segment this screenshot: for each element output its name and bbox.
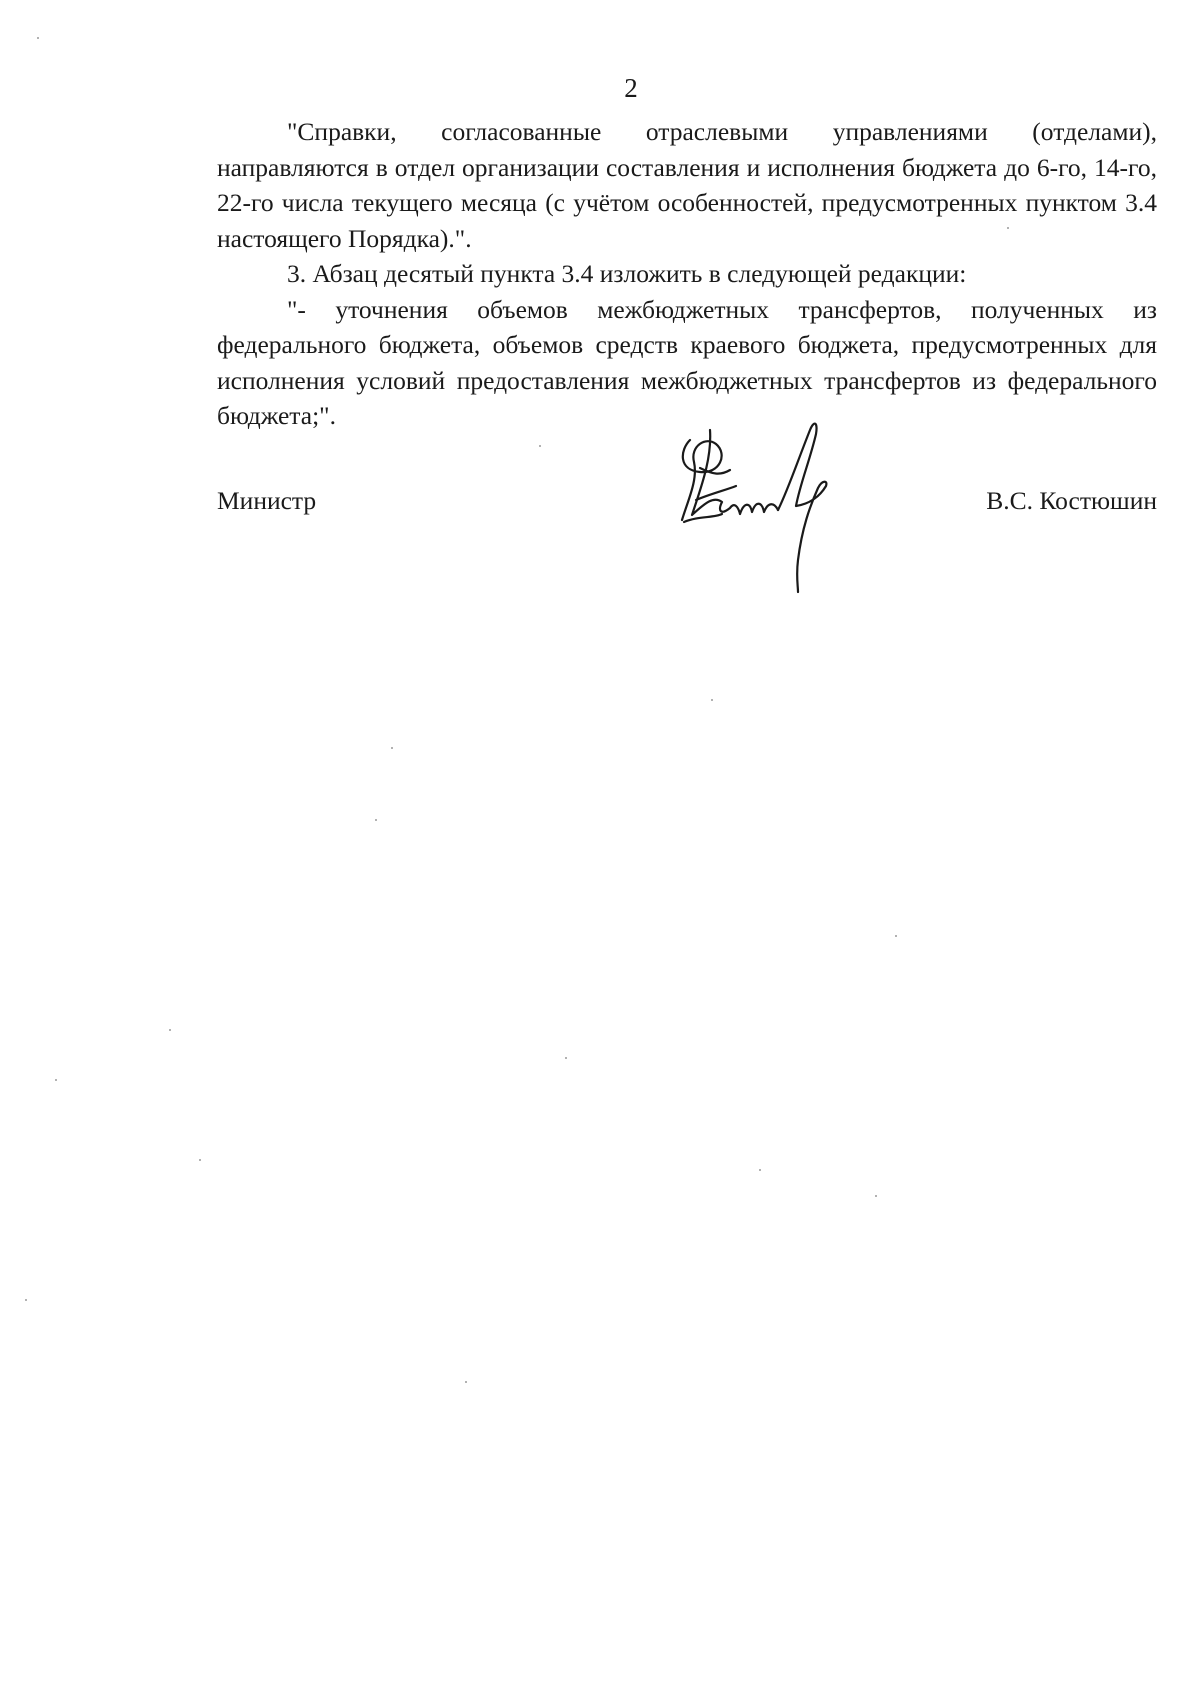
- signer-name: В.С. Костюшин: [986, 486, 1157, 515]
- paragraph: "- уточнения объемов межбюджетных трансфертов, полученных из федерального бюджета, объемов средств краевого бюджета, предусмотренных для исполнения условий предоставления межбюджетных трансфертов из федерального бюджета;".: [217, 294, 1157, 430]
- handwritten-signature: [670, 410, 860, 600]
- paragraph: 3. Абзац десятый пункта 3.4 изложить в следующей редакции:: [287, 259, 967, 288]
- document-body: [217, 114, 1157, 434]
- page-number: 2: [624, 73, 638, 103]
- paragraph: "Справки, согласованные отраслевыми управлениями (отделами), направляются в отдел организации составления и исполнения бюджета до 6-го, 14-го, 22-го числа текущего месяца (с учётом особенностей, предусмотренных пунктом 3.4 настоящего Порядка).".: [217, 117, 1157, 253]
- signer-title: Министр: [217, 486, 317, 515]
